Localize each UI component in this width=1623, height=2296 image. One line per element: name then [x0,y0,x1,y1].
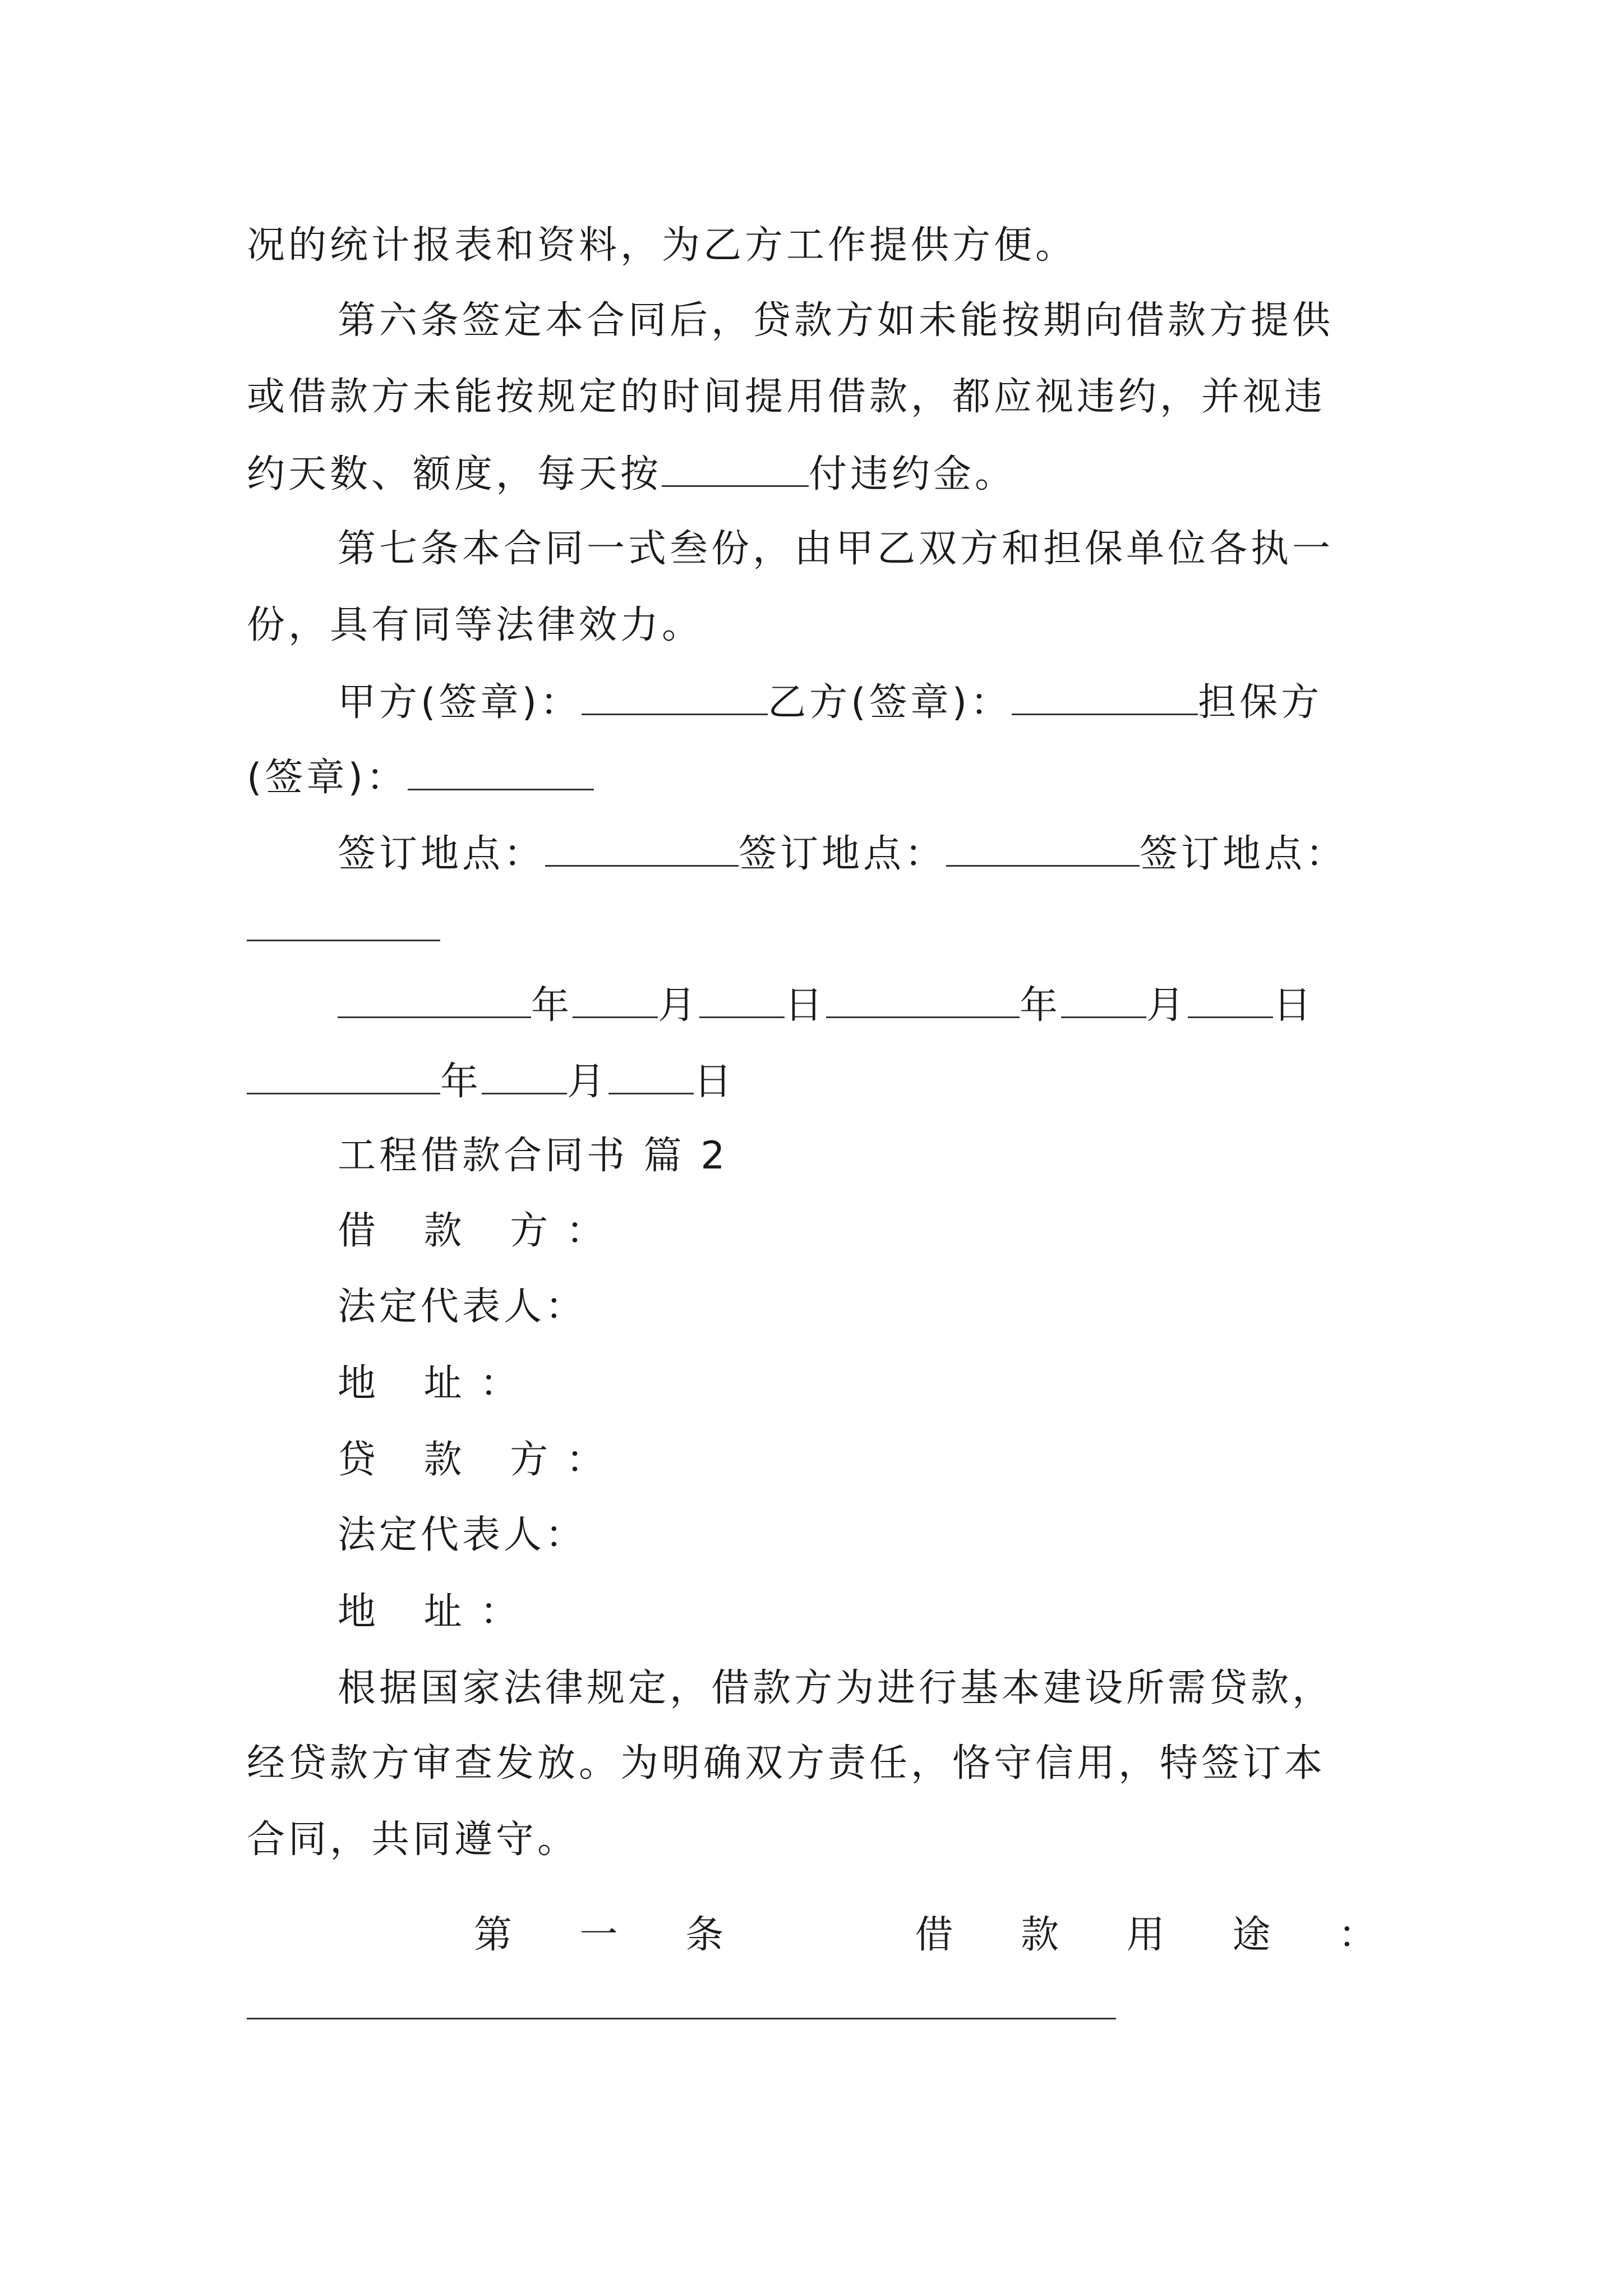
spacer [791,1913,847,1958]
fill-blank [1061,983,1146,1018]
fill-blank [699,983,785,1018]
address-label: 地 址： [338,1361,536,1406]
fill-blank [545,831,739,867]
fill-blank [247,906,440,941]
fill-blank [247,1059,440,1094]
place-label: 签订地点： [1140,832,1348,876]
signature-line [247,755,1376,800]
article-char: 第 [474,1913,513,1957]
fill-blank [1012,680,1198,715]
day-label: 日 [785,983,827,1028]
line-text: 根据国家法律规定，借款方为进行基本建设所需贷款， [338,1666,1334,1710]
fill-blank [946,831,1140,867]
line-text: 况的统计报表和资料，为乙方工作提供方便。 [247,223,1077,268]
line-text: 份，具有同等法律效力。 [247,603,704,647]
heading-text: 工程借款合同书 篇 2 [338,1134,728,1178]
field-line [338,1590,1376,1635]
legal-rep-label: 法定代表人： [338,1285,587,1329]
article-char: 条 [685,1913,724,1957]
section-heading [338,1134,1376,1179]
place-line [247,906,1376,951]
fill-blank [408,755,594,790]
fill-blank-long [247,2018,1116,2019]
day-label: 日 [694,1060,736,1104]
article-char: 借 [915,1913,953,1957]
text-line [338,298,1376,343]
place-label: 签订地点： [739,832,947,876]
field-line [338,1209,1376,1254]
line-text: 合同，共同遵守。 [247,1818,579,1862]
text-line [338,527,1376,572]
text-line [338,1666,1376,1711]
year-label: 年 [1020,983,1062,1028]
fill-blank [608,1059,694,1094]
borrower-label: 借 款 方： [338,1209,623,1253]
signature-line [338,680,1376,725]
year-label: 年 [531,983,573,1028]
field-line [338,1513,1376,1558]
field-line [338,1361,1376,1406]
party-a-label: 甲方(签章)： [338,680,582,725]
fill-blank [338,983,531,1018]
signature-label: (签章)： [247,756,408,800]
place-label: 签订地点： [338,832,546,876]
line-text: 付违约金。 [809,452,1017,496]
text-line [247,375,1376,420]
fill-blank [662,452,809,487]
place-line [338,831,1376,876]
guarantor-label: 担保方 [1198,680,1323,725]
text-line [247,1741,1376,1786]
field-line [338,1285,1376,1329]
date-line [338,983,1376,1028]
article-one-heading [474,1913,1376,1958]
fill-blank [1188,983,1273,1018]
month-label: 月 [567,1060,609,1104]
date-line [247,1059,1376,1104]
line-text: 约天数、额度，每天按 [247,452,662,496]
text-line [247,223,1376,268]
fill-blank [582,680,768,715]
line-text: 第七条本合同一式叁份，由甲乙双方和担保单位各执一 [338,527,1334,571]
year-label: 年 [440,1060,482,1104]
fill-blank [482,1059,567,1094]
text-line [247,1818,1376,1862]
fill-blank [573,983,658,1018]
month-label: 月 [658,983,700,1028]
legal-rep-label: 法定代表人： [338,1513,587,1557]
party-b-label: 乙方(签章)： [768,680,1012,725]
article-char: 款 [1021,1913,1059,1957]
address-label: 地 址： [338,1590,536,1634]
fill-blank [826,983,1020,1018]
lender-label: 贷 款 方： [338,1438,623,1482]
field-line [338,1438,1376,1483]
text-line [247,452,1376,496]
article-char: 一 [579,1913,618,1957]
month-label: 月 [1146,983,1188,1028]
article-char: 用 [1126,1913,1165,1957]
text-line [247,603,1376,648]
line-text: 或借款方未能按规定的时间提用借款，都应视违约，并视违 [247,375,1326,419]
day-label: 日 [1273,983,1315,1028]
line-text: 经贷款方审查发放。为明确双方责任，恪守信用，特签订本 [247,1741,1326,1786]
article-char: 途 [1232,1913,1271,1957]
line-text: 第六条签定本合同后，贷款方如未能按期向借款方提供 [338,298,1334,343]
article-char: ： [1338,1913,1376,1957]
